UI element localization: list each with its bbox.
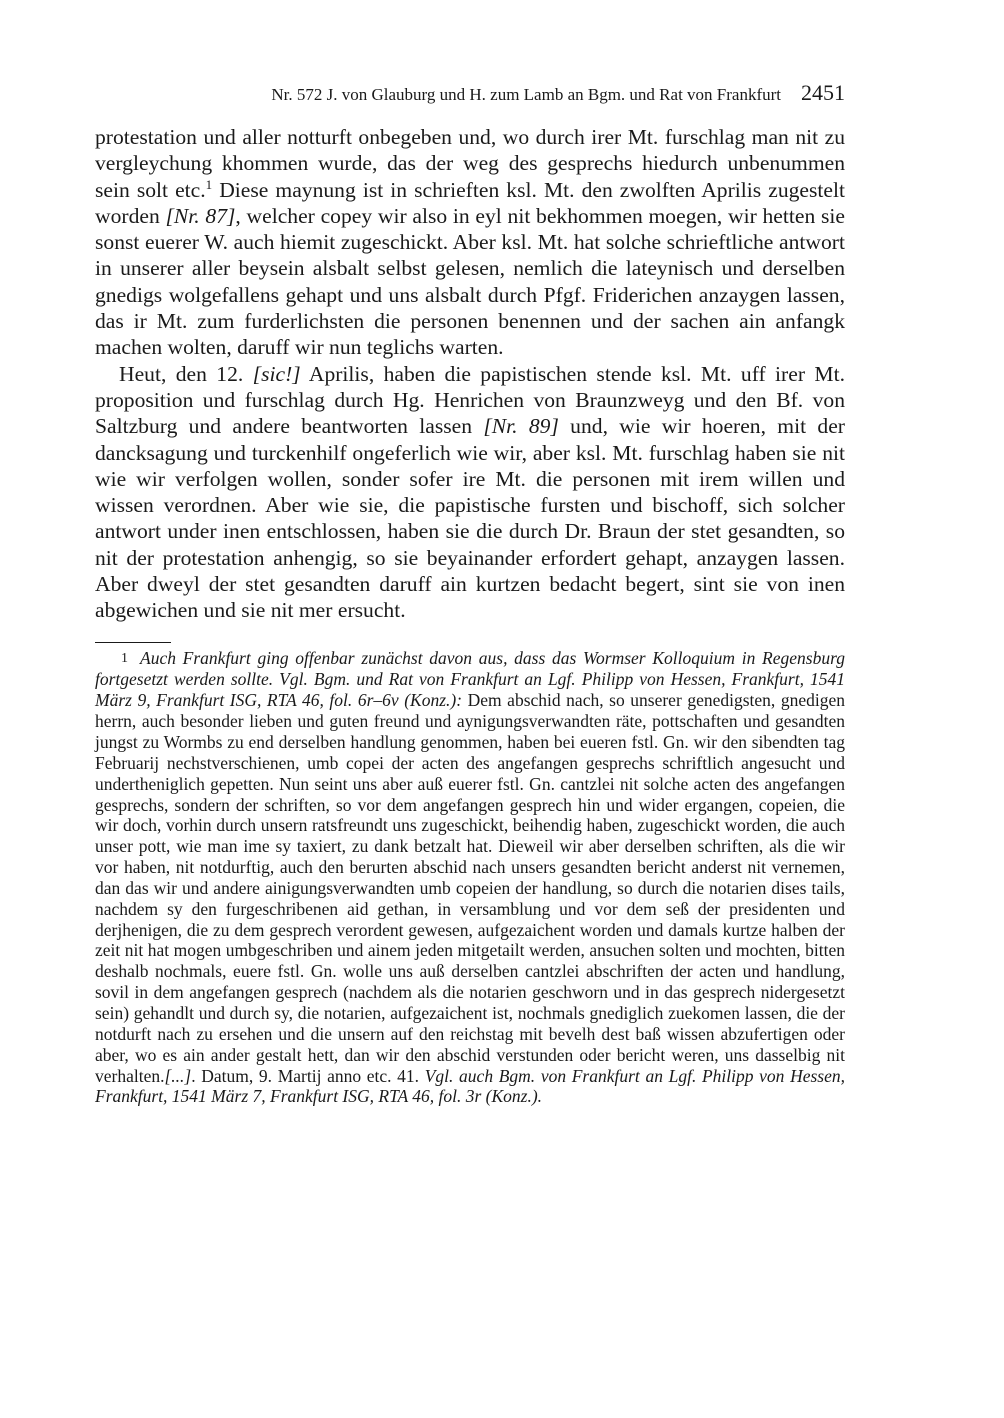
footnote-intro: Auch Frankfurt ging offenbar zunächst davon aus, dass das Wormser Kolloquium in Regensburg fortgesetzt werden sollte. Vgl. Bgm. und Rat von Frankfurt an Lgf. Philipp von Hessen, Frankfurt, 1541 März 9, Frankfurt ISG, RTA 46, fol. 6r–6v (Konz.): [95, 647, 845, 711]
running-header [95, 78, 845, 108]
footnote-1 [95, 648, 845, 1108]
paragraph-1-text-a: protestation und aller notturft onbegeben und, wo durch irer Mt. furschlag man nit zu vergleychung khommen wurde, das der weg des gesprechs hiedurch unbenummen sein solt etc. [95, 125, 845, 202]
document-reference: [Nr. 89] [483, 414, 559, 439]
paragraph-1 [95, 124, 845, 361]
sic-annotation: [sic!] [252, 361, 301, 386]
running-title: Nr. 572 J. von Glauburg und H. zum Lamb an Bgm. und Rat von Frankfurt [271, 85, 781, 104]
footnote-ellipsis: [...] [164, 1065, 192, 1086]
paragraph-2-text-b: Aprilis, haben die papistischen stende ksl. Mt. uff irer Mt. proposition und furschlag durch Hg. Henrichen von Braunzweyg und den Bf. von Saltzburg und andere beantworten lassen [95, 361, 845, 439]
main-text [95, 124, 845, 624]
footnote-dating: . Datum, 9. Martij anno etc. 41. [191, 1065, 425, 1086]
footnote-reference: 1 [205, 176, 213, 192]
paragraph-1-text-b: Diese maynung ist in schrieften ksl. Mt. den zwolften Aprilis zugestelt worden [95, 177, 845, 228]
footnote-number: 1 [121, 650, 128, 666]
paragraph-2-text-a: Heut, den 12. [119, 361, 253, 386]
page-number: 2451 [801, 80, 845, 105]
footnote-separator [95, 642, 171, 643]
paragraph-2 [95, 361, 845, 624]
footnote-outro: Vgl. auch Bgm. von Frankfurt an Lgf. Philipp von Hessen, Frankfurt, 1541 März 7, Frankfurt ISG, RTA 46, fol. 3r (Konz.). [95, 1065, 845, 1107]
footnote-quote: Dem abschid nach, so unserer genedigsten, gnedigen herrn, auch besonder lieben und guten freund und aynigungsverwandten räte, pottschaften und gesandten jungst zu Wormbs zu end derselben handlung genommen, haben bei eueren fstl. Gn. wir den sibendten tag Februarij nechstverschienen, umb copei der acten des angefangen gesprechs schriftlich angesucht und undertheniglich gepetten. Nun seint uns aber auß euerer fstl. Gn. cantzlei nit solche acten des angefangen gesprechs, sondern der schriften, so vor dem angefangen gesprech hin und wider ergangen, copeien, die wir doch, vorhin durch unsern ratsfreundt uns zugeschickt, beihendig haben, zugeschickt worden, die auch unser pott, wie man ime sy taxiert, zu dank betzalt hat. Dieweil wir aber derselben schriften, als die wir vor haben, nit notdurftig, auch den berurten abschid nach unsers gesandten bericht anderst nit vernemen, dan das wir und andere ainigungsverwandten umb copeien der handlung, so durch die notarien dises tails, nachdem sy den furgeschribenen aid gethan, in versamblung und vor dem seß der presidenten und derjhenigen, die zu dem gesprech verordent gewesen, aufgezaichent worden und damals kurtze halben der zeit nit hat mogen umbgeschriben und ainem jeden mitgetailt werden, ansuchen solten und mochten, bitten deshalb nochmals, euere fstl. Gn. wolle uns auß derselben cantzlei abschriften der acten und handlung, sovil in dem angefangen gesprech (nachdem als die notarien geschworn und in das gesprech nidergesetzt sein) gehandlt und durch sy, die notarien, aufgezaichent ist, nochmals gnediglich zuekomen lassen, die der notdurft nach zu ersehen und die unsern auf den reichstag mit bevelh dest baß wissen abzufertigen oder aber, wo es ain ander gestalt hett, dan wir den abschid verstunden oder bericht weren, uns dasselbig nit verhalten. [95, 690, 845, 1086]
document-reference: [Nr. 87] [165, 203, 236, 228]
paragraph-1-text-c: , welcher copey wir also in eyl nit bekhommen moegen, wir hetten sie sonst euerer W. auch hiemit zugeschickt. Aber ksl. Mt. hat solche schrieftliche antwort in unserer aller beysein alsbalt selbst gelesen, nemlich die lateynisch und derselben gnedigs wolgefallens gehapt und uns alsbalt durch Pfgf. Friderichen anzaygen lassen, das ir Mt. zum furderlichsten die personen benennen und der sachen ain anfangk machen wolten, daruff wir nun teglichs warten. [95, 203, 845, 360]
page [95, 78, 845, 1107]
paragraph-2-text-c: und, wie wir hoeren, mit der dancksagung und turckenhilf ongeferlich wie wir, aber ksl. Mt. furschlag haben sie nit wie wir verfolgen wollen, sonder sofer ire Mt. die personen mit irem willen und wissen verordnen. Aber wie sie, die papistische fursten und bischoff, sich solcher antwort under inen entschlossen, haben sie die durch Dr. Braun der stet gesandten, so nit der protestation anhengig, so sie beyainander erfordert gehapt, anzaygen lassen. Aber dweyl der stet gesandten daruff ain kurtzen bedacht begert, sint sie von inen abgewichen und sie nit mer ersucht. [95, 414, 845, 623]
